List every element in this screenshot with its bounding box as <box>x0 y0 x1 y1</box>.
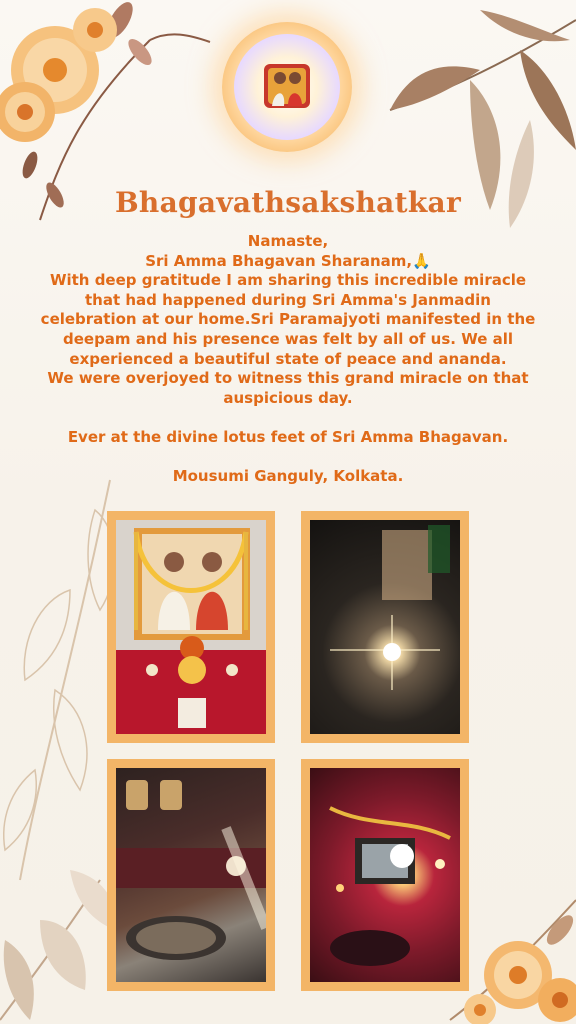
message-line: With deep gratitude I am sharing this incredible miracle <box>49 271 527 290</box>
deepam-light-photo <box>310 520 460 734</box>
temple-light-photo-frame <box>107 759 275 991</box>
deity-emblem-logo <box>222 22 352 152</box>
altar-photo <box>116 520 266 734</box>
temple-light-photo <box>116 768 266 982</box>
amma-bhagavan-image <box>234 34 340 140</box>
paduka-light-photo <box>310 768 460 982</box>
page-title: Bhagavathsakshatkar <box>114 186 462 219</box>
salutation-text: Sri Amma Bhagavan Sharanam,🙏 <box>145 251 431 270</box>
paduka-light-photo-frame <box>301 759 469 991</box>
signature-text: Mousumi Ganguly, Kolkata. <box>172 467 404 486</box>
message-line: that had happened during Sri Amma's Janmadin <box>85 290 491 309</box>
altar-photo-frame <box>107 511 275 743</box>
message-line: We were overjoyed to witness this grand miracle on that <box>47 369 529 388</box>
greeting-text: Namaste, <box>247 232 329 250</box>
deepam-light-photo-frame <box>301 511 469 743</box>
closing-text: Ever at the divine lotus feet of Sri Amma Bhagavan. <box>67 427 509 446</box>
message-line: experienced a beautiful state of peace and ananda. <box>69 349 507 368</box>
message-line: celebration at our home.Sri Paramajyoti manifested in the <box>40 310 536 329</box>
message-line: auspicious day. <box>223 388 353 407</box>
message-line: deepam and his presence was felt by all of us. We all <box>62 329 514 348</box>
testimony-message <box>30 232 546 487</box>
